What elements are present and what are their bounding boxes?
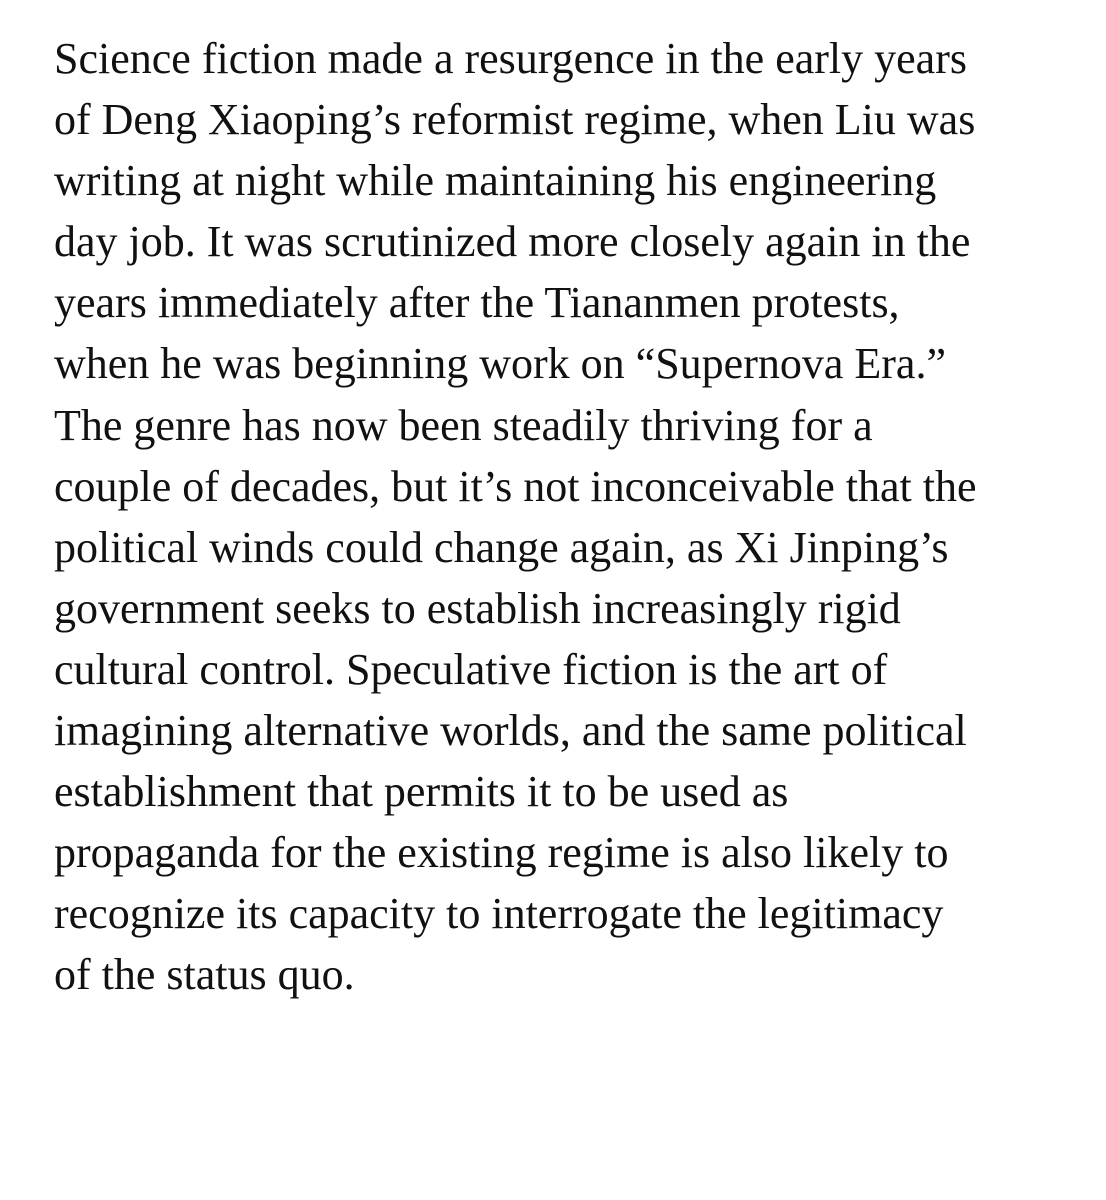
- article-paragraph: [54, 28, 1074, 1006]
- paragraph-line: when he was beginning work on “Supernova Era.”: [54, 339, 946, 389]
- paragraph-line: government seeks to establish increasingly rigid: [54, 583, 901, 633]
- paragraph-line: of Deng Xiaoping’s reformist regime, when Liu was: [54, 95, 976, 145]
- paragraph-line: years immediately after the Tiananmen protests,: [54, 278, 900, 328]
- paragraph-line: political winds could change again, as Xi Jinping’s: [54, 522, 949, 572]
- paragraph-line: establishment that permits it to be used as: [54, 767, 789, 817]
- paragraph-line: Science fiction made a resurgence in the early years: [54, 34, 967, 83]
- paragraph-line: day job. It was scrutinized more closely again in the: [54, 217, 971, 267]
- paragraph-line: couple of decades, but it’s not inconceivable that the: [54, 461, 977, 511]
- paragraph-line: of the status quo.: [54, 950, 355, 1000]
- paragraph-line: writing at night while maintaining his engineering: [54, 156, 937, 206]
- paragraph-line: recognize its capacity to interrogate the legitimacy: [54, 889, 944, 939]
- paragraph-line: cultural control. Speculative fiction is the art of: [54, 644, 888, 694]
- paragraph-line: imagining alternative worlds, and the same political: [54, 706, 967, 756]
- paragraph-line: The genre has now been steadily thriving for a: [54, 400, 873, 450]
- paragraph-line: propaganda for the existing regime is also likely to: [54, 828, 949, 878]
